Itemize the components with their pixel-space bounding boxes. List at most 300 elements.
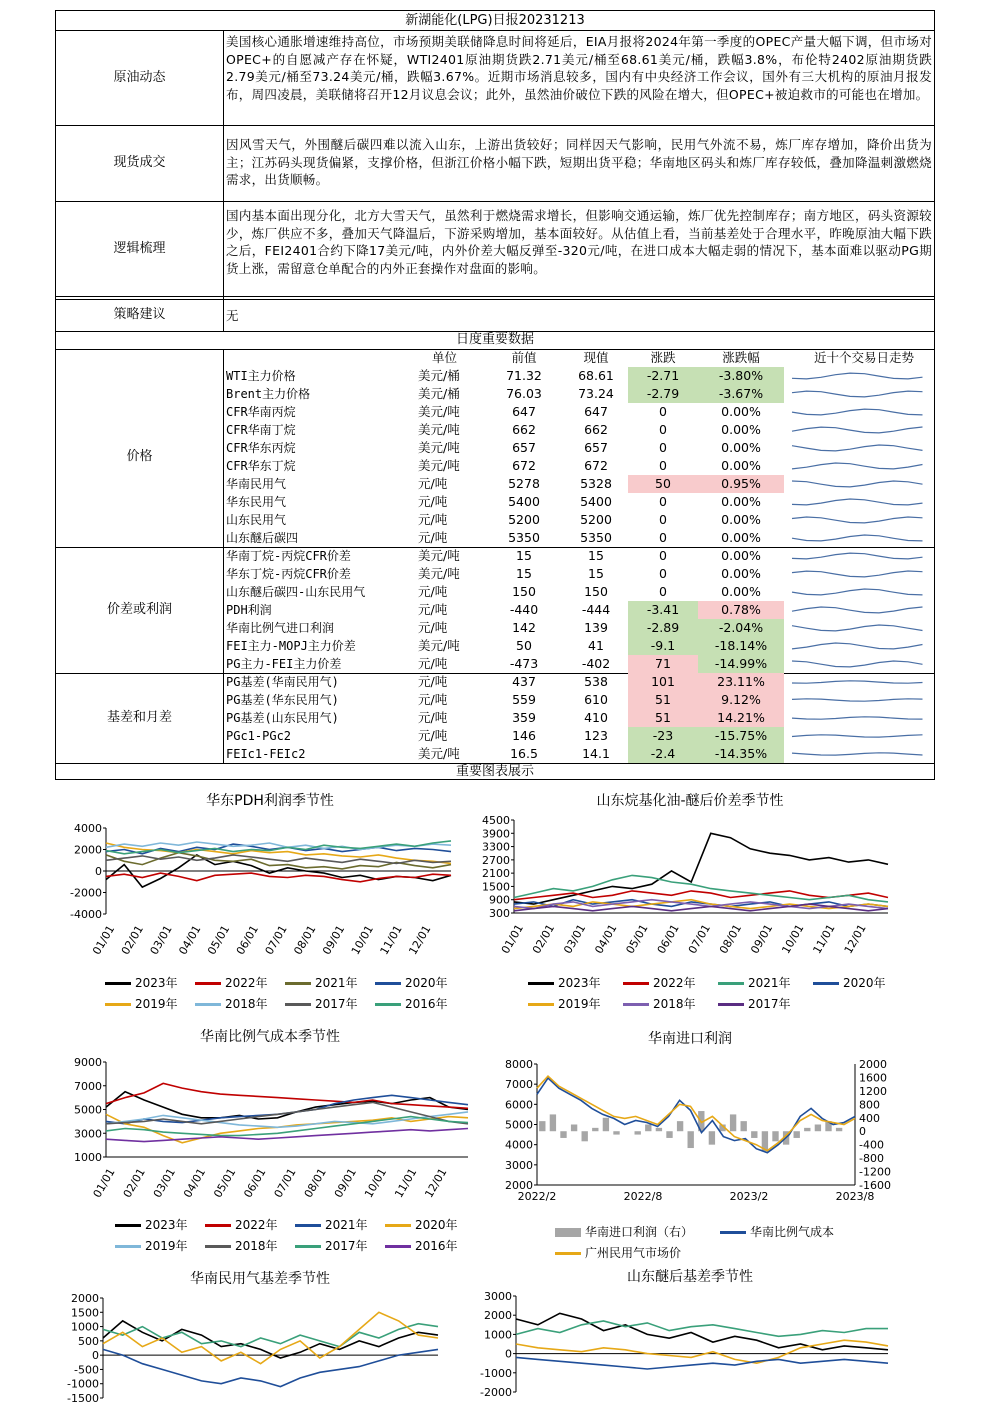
row-prev: 5200	[508, 512, 540, 527]
table-row	[56, 385, 934, 403]
x-tick-label: 04/01	[176, 923, 204, 957]
row-unit: 元/吨	[418, 710, 448, 725]
trend-sparkline	[788, 403, 928, 421]
legend-item	[295, 1237, 368, 1254]
legend-label: 2016年	[415, 1239, 458, 1253]
row-unit: 美元/吨	[418, 458, 460, 473]
legend-swatch	[205, 1245, 231, 1248]
legend-item	[295, 1216, 368, 1233]
row-prev: 15	[516, 566, 532, 581]
bar-mark	[794, 1131, 800, 1138]
legend-swatch	[115, 1224, 141, 1227]
y-tick-label: 3900	[482, 827, 510, 841]
legend-item	[115, 1216, 188, 1233]
table-row	[56, 403, 934, 421]
chart-title-pdh: 华东PDH利润季节性	[206, 793, 334, 809]
daily-header-row	[56, 349, 934, 367]
legend-swatch	[295, 1224, 321, 1227]
row-pct: 9.12%	[698, 691, 784, 709]
table-row	[56, 367, 934, 385]
x-tick-label: 08/01	[291, 923, 319, 957]
legend-item	[285, 974, 358, 991]
section-text-strategy: 无	[226, 308, 239, 323]
chart-title-alkylate: 山东烷基化油-醚后价差季节性	[596, 793, 784, 809]
header-chg: 涨跌	[650, 350, 676, 365]
legend-item	[375, 974, 448, 991]
bar-mark	[741, 1121, 747, 1131]
chart-import-profit	[485, 1052, 905, 1212]
trend-sparkline	[788, 691, 928, 709]
row-now: 657	[584, 440, 608, 455]
y-tick-label: 4500	[482, 814, 510, 827]
table-row	[56, 583, 934, 601]
row-chg: 0	[659, 494, 667, 509]
bar-mark	[751, 1131, 757, 1138]
legend-item	[528, 974, 601, 991]
table-row	[56, 421, 934, 439]
row-chg: 0	[659, 440, 667, 455]
y-tick-label: 0	[92, 1349, 99, 1363]
legend-item	[623, 974, 696, 991]
bar-mark	[635, 1131, 641, 1134]
row-pct: 0.00%	[721, 440, 761, 455]
group-label: 价格	[126, 449, 153, 464]
row-unit: 美元/桶	[418, 368, 460, 383]
row-unit: 元/吨	[418, 656, 448, 671]
row-chg: 101	[628, 673, 698, 691]
row-prev: 16.5	[510, 746, 538, 761]
row-now: 15	[588, 548, 604, 563]
row-name: Brent主力价格	[226, 387, 311, 401]
header-pct: 涨跌幅	[722, 350, 760, 365]
y-tick-label: 7000	[74, 1079, 102, 1093]
row-now: 150	[584, 584, 608, 599]
row-chg: -2.71	[628, 367, 698, 385]
trend-sparkline	[788, 709, 928, 727]
trend-sparkline	[788, 673, 928, 691]
legend-label: 2021年	[748, 976, 791, 990]
y-tick-label: 8000	[505, 1058, 533, 1071]
row-prev: 5278	[508, 476, 540, 491]
table-row	[56, 727, 934, 745]
legend-item	[105, 995, 178, 1012]
x-tick-label: 09/01	[320, 923, 348, 957]
x-tick-label: 2022/2	[517, 1190, 557, 1203]
legend-item	[720, 1223, 834, 1240]
y2-tick-label: 1600	[859, 1071, 887, 1085]
legend-label: 2023年	[558, 976, 601, 990]
row-pct: 14.21%	[698, 709, 784, 727]
x-tick-label: 05/01	[211, 1166, 239, 1200]
y2-tick-label: 800	[859, 1098, 880, 1112]
x-tick-label: 02/01	[530, 922, 558, 956]
trend-sparkline	[788, 583, 928, 601]
legend-swatch	[115, 1245, 141, 1248]
trend-sparkline	[788, 385, 928, 403]
y2-tick-label: -800	[859, 1152, 884, 1166]
bar-mark	[709, 1131, 715, 1144]
y2-tick-label: 0	[859, 1125, 866, 1139]
row-name: PG基差(华东民用气)	[226, 693, 339, 707]
trend-sparkline	[788, 439, 928, 457]
legend-swatch	[555, 1228, 581, 1237]
legend-swatch	[105, 1003, 131, 1006]
y-tick-label: 3000	[74, 1127, 102, 1141]
row-prev: 359	[512, 710, 536, 725]
row-name: PG基差(华南民用气)	[226, 675, 339, 689]
y-tick-label: 1000	[71, 1320, 99, 1334]
x-tick-label: 2023/2	[729, 1190, 769, 1203]
report-title: 新湖能化(LPG)日报20231213	[405, 13, 585, 28]
row-pct: 0.78%	[698, 601, 784, 619]
row-now: 14.1	[582, 746, 610, 761]
report-table	[55, 10, 935, 780]
table-row	[56, 709, 934, 727]
legend-label: 2023年	[135, 976, 178, 990]
row-now: 123	[584, 728, 608, 743]
y-tick-label: 5000	[74, 1103, 102, 1117]
bar-mark	[582, 1131, 588, 1141]
x-tick-label: 09/01	[748, 922, 776, 956]
y2-tick-label: 400	[859, 1111, 880, 1125]
legend-item	[205, 1216, 278, 1233]
bar-mark	[550, 1114, 556, 1131]
legend-label: 2016年	[405, 997, 448, 1011]
row-prev: 150	[512, 584, 536, 599]
x-tick-label: 10/01	[348, 923, 376, 957]
chart-title-south-basis: 华南民用气基差季节性	[190, 1271, 330, 1287]
y-tick-label: 300	[489, 907, 510, 920]
legend-label: 2019年	[145, 1239, 188, 1253]
row-pct: 0.00%	[721, 458, 761, 473]
y2-tick-label: -1600	[859, 1179, 891, 1192]
legend-swatch	[720, 1231, 746, 1234]
row-now: -402	[581, 656, 611, 671]
table-row	[56, 493, 934, 511]
legend-label: 2022年	[235, 1218, 278, 1232]
legend-item	[555, 1244, 681, 1261]
legend-label: 2022年	[653, 976, 696, 990]
row-unit: 元/吨	[418, 602, 448, 617]
row-name: 华东民用气	[226, 495, 287, 509]
row-prev: 559	[512, 692, 536, 707]
x-tick-label: 08/01	[301, 1166, 329, 1200]
row-prev: 672	[512, 458, 536, 473]
legend-pdh	[105, 974, 465, 1014]
legend-label: 2021年	[315, 976, 358, 990]
x-tick-label: 10/01	[362, 1166, 390, 1200]
legend-swatch	[623, 1003, 649, 1006]
section-text-crude: 美国核心通胀增速维持高位，市场预期美联储降息时间将延后，EIA月报将2024年第一季度的OPEC产量大幅下调，但市场对OPEC+的自愿减产存在怀疑，WTI2401原油期货跌2.71美元/桶至68.61美元/桶，跌幅3.8%，布伦特2402原油期货跌2.79美元/桶至73.24美元/桶，跌幅3.67%。近期市场消息较多，国内有中央经济工作会议，国外有三大机构的原油月报发布，周四凌晨，美联储将召开12月议息会议；此外，虽然油价破位下跌的风险在增大，但OPEC+被迫救市的可能也在增加。	[226, 34, 933, 102]
group-label: 基差和月差	[106, 710, 172, 725]
trend-sparkline	[788, 619, 928, 637]
table-row	[56, 601, 934, 619]
chart-pdh-profit	[60, 812, 460, 972]
bar-mark	[592, 1128, 598, 1131]
legend-label: 广州民用气市场价	[585, 1246, 682, 1260]
x-tick-label: 01/01	[498, 922, 526, 956]
row-unit: 元/吨	[418, 728, 448, 743]
row-prev: 146	[512, 728, 536, 743]
row-unit: 美元/吨	[418, 548, 460, 563]
trend-sparkline	[788, 547, 928, 565]
section-label-strategy: 策略建议	[113, 307, 166, 322]
row-name: CFR华南丁烷	[226, 423, 296, 437]
row-chg: 0	[659, 404, 667, 419]
trend-sparkline	[788, 475, 928, 493]
legend-item	[718, 995, 791, 1012]
y2-tick-label: 2000	[859, 1058, 887, 1071]
y-tick-label: 5000	[505, 1118, 533, 1132]
y-tick-label: 4000	[74, 822, 102, 835]
y-tick-label: 4000	[505, 1138, 533, 1152]
y-tick-label: -1000	[67, 1377, 99, 1391]
row-unit: 美元/吨	[418, 440, 460, 455]
section-label-crude: 原油动态	[113, 70, 166, 85]
chart-title-ratio-cost: 华南比例气成本季节性	[200, 1029, 340, 1045]
legend-item	[385, 1216, 458, 1233]
table-row	[56, 475, 934, 493]
legend-item	[528, 995, 601, 1012]
row-unit: 美元/吨	[418, 404, 460, 419]
table-row	[56, 619, 934, 637]
row-prev: 76.03	[506, 386, 542, 401]
row-chg: 0	[659, 422, 667, 437]
bar-mark	[730, 1114, 736, 1131]
row-pct: 0.00%	[721, 404, 761, 419]
row-unit: 元/吨	[418, 674, 448, 689]
trend-sparkline	[788, 727, 928, 745]
row-now: 5200	[580, 512, 612, 527]
row-pct: 0.00%	[721, 548, 761, 563]
legend-swatch	[718, 982, 744, 985]
series-line	[103, 1312, 438, 1363]
header-now: 现值	[583, 350, 609, 365]
x-tick-label: 05/01	[623, 922, 651, 956]
bar-mark	[539, 1121, 545, 1131]
legend-swatch	[195, 982, 221, 985]
trend-sparkline	[788, 601, 928, 619]
legend-swatch	[375, 1003, 401, 1006]
row-chg: -23	[628, 727, 698, 745]
bar-mark	[772, 1131, 778, 1141]
y-tick-label: 3000	[505, 1158, 533, 1172]
bar-mark	[815, 1125, 821, 1132]
y-tick-label: -2000	[70, 886, 102, 900]
legend-ratio-cost	[115, 1216, 475, 1256]
legend-swatch	[385, 1224, 411, 1227]
x-tick-label: 12/01	[841, 922, 869, 956]
row-pct: -18.14%	[698, 637, 784, 655]
x-tick-label: 05/01	[205, 923, 233, 957]
row-unit: 元/吨	[418, 530, 448, 545]
legend-label: 2019年	[135, 997, 178, 1011]
row-now: 73.24	[578, 386, 614, 401]
x-tick-label: 02/01	[120, 1166, 148, 1200]
row-now: 15	[588, 566, 604, 581]
chart-shandong-basis	[470, 1290, 900, 1403]
x-tick-label: 2023/8	[835, 1190, 875, 1203]
legend-label: 2018年	[235, 1239, 278, 1253]
x-tick-label: 06/01	[233, 923, 261, 957]
legend-item	[205, 1237, 278, 1254]
y-tick-label: 1500	[71, 1306, 99, 1320]
bar-mark	[677, 1121, 683, 1131]
table-row	[56, 529, 934, 547]
y-tick-label: 900	[489, 893, 510, 907]
legend-swatch	[528, 982, 554, 985]
legend-swatch	[375, 982, 401, 985]
y-tick-label: 3300	[482, 840, 510, 854]
legend-swatch	[813, 982, 839, 985]
row-chg: -9.1	[628, 637, 698, 655]
y-tick-label: 2000	[71, 1292, 99, 1305]
trend-sparkline	[788, 655, 928, 673]
y-tick-label: -1000	[480, 1366, 512, 1380]
y-tick-label: 1000	[74, 1151, 102, 1164]
table-row	[56, 691, 934, 709]
bar-mark	[603, 1118, 609, 1131]
row-now: 5350	[580, 530, 612, 545]
row-chg: 71	[628, 655, 698, 673]
row-chg: 50	[628, 475, 698, 493]
y-tick-label: 2000	[74, 843, 102, 857]
legend-label: 2018年	[653, 997, 696, 1011]
row-name: 华南丁烷-丙烷CFR价差	[226, 549, 351, 563]
trend-sparkline	[788, 421, 928, 439]
y-tick-label: 7000	[505, 1078, 533, 1092]
row-pct: 0.00%	[721, 530, 761, 545]
series-line	[514, 875, 888, 902]
row-chg: 51	[628, 691, 698, 709]
row-unit: 元/吨	[418, 692, 448, 707]
section-label-logic: 逻辑梳理	[113, 241, 166, 256]
row-now: 41	[588, 638, 604, 653]
table-row	[56, 565, 934, 583]
legend-label: 2017年	[315, 997, 358, 1011]
header-trend: 近十个交易日走势	[813, 350, 914, 365]
table-row	[56, 439, 934, 457]
y-tick-label: 2000	[505, 1179, 533, 1192]
series-line	[106, 1083, 468, 1108]
legend-label: 华南进口利润（右）	[585, 1225, 694, 1239]
row-now: 68.61	[578, 368, 614, 383]
x-tick-label: 01/01	[90, 1166, 118, 1200]
row-name: 华南民用气	[226, 477, 287, 491]
x-tick-label: 10/01	[779, 922, 807, 956]
legend-swatch	[718, 1003, 744, 1006]
legend-import-profit	[555, 1223, 885, 1263]
x-tick-label: 2022/8	[623, 1190, 663, 1203]
x-tick-label: 03/01	[150, 1166, 178, 1200]
legend-label: 2020年	[405, 976, 448, 990]
y2-tick-label: 1200	[859, 1084, 887, 1098]
row-pct: -3.80%	[698, 367, 784, 385]
x-tick-label: 04/01	[592, 922, 620, 956]
x-tick-label: 12/01	[406, 923, 434, 957]
y-tick-label: 2700	[482, 853, 510, 867]
row-chg: -2.79	[628, 385, 698, 403]
y-tick-label: 6000	[505, 1098, 533, 1112]
y-tick-label: 0	[95, 865, 102, 878]
row-unit: 美元/吨	[418, 746, 460, 761]
row-chg: -2.4	[628, 745, 698, 763]
row-now: 410	[584, 710, 608, 725]
x-tick-label: 04/01	[181, 1166, 209, 1200]
x-tick-label: 11/01	[392, 1166, 420, 1200]
legend-swatch	[105, 982, 131, 985]
table-row	[56, 655, 934, 673]
row-name: 山东民用气	[226, 513, 287, 527]
trend-sparkline	[788, 637, 928, 655]
row-prev: 71.32	[506, 368, 542, 383]
legend-swatch	[555, 1252, 581, 1255]
bar-mark	[645, 1125, 651, 1132]
legend-label: 2018年	[225, 997, 268, 1011]
chart-title-shandong-basis: 山东醚后基差季节性	[627, 1269, 753, 1285]
bar-mark	[836, 1128, 842, 1131]
row-prev: 15	[516, 548, 532, 563]
row-pct: 0.00%	[721, 584, 761, 599]
chart-ratio-cost	[60, 1050, 480, 1210]
row-now: 610	[584, 692, 608, 707]
legend-swatch	[385, 1245, 411, 1248]
row-unit: 美元/吨	[418, 422, 460, 437]
daily-title: 日度重要数据	[455, 332, 534, 347]
row-chg: 0	[659, 512, 667, 527]
row-prev: 5400	[508, 494, 540, 509]
x-tick-label: 11/01	[377, 923, 405, 957]
bar-mark	[656, 1128, 662, 1131]
legend-item	[718, 974, 791, 991]
trend-sparkline	[788, 565, 928, 583]
y-tick-label: 2100	[482, 867, 510, 881]
header-unit: 单位	[432, 350, 458, 365]
legend-label: 2017年	[325, 1239, 368, 1253]
row-name: PDH利润	[226, 603, 272, 617]
x-tick-label: 09/01	[331, 1166, 359, 1200]
y-tick-label: 2000	[484, 1309, 512, 1323]
row-chg: 0	[659, 584, 667, 599]
row-name: 华南比例气进口利润	[226, 621, 335, 635]
legend-swatch	[285, 982, 311, 985]
legend-item	[555, 1223, 693, 1240]
x-tick-label: 06/01	[654, 922, 682, 956]
table-row	[56, 457, 934, 475]
row-chg: 0	[659, 458, 667, 473]
trend-sparkline	[788, 493, 928, 511]
legend-label: 2021年	[325, 1218, 368, 1232]
table-row	[56, 547, 934, 565]
row-name: CFR华东丙烷	[226, 441, 296, 455]
legend-swatch	[285, 1003, 311, 1006]
row-pct: 0.00%	[721, 566, 761, 581]
legend-swatch	[528, 1003, 554, 1006]
section-text-spot: 因风雪天气，外围醚后碳四难以流入山东，上游出货较好；同样因天气影响，民用气外流不易，炼厂库存增加，降价出货为主；江苏码头现货偏紧，支撑价格，但浙江价格小幅下跌，短期出货平稳；华南地区码头和炼厂库存较低，叠加降温刺激燃烧需求，出货顺畅。	[226, 137, 932, 187]
x-tick-label: 02/01	[118, 923, 146, 957]
legend-swatch	[205, 1224, 231, 1227]
row-now: 672	[584, 458, 608, 473]
row-pct: -14.99%	[698, 655, 784, 673]
row-chg: 0	[659, 530, 667, 545]
legend-label: 2020年	[843, 976, 886, 990]
row-chg: -3.41	[628, 601, 698, 619]
row-pct: 23.11%	[698, 673, 784, 691]
legend-item	[623, 995, 696, 1012]
row-name: FEIc1-FEIc2	[226, 747, 306, 761]
table-row	[56, 637, 934, 655]
row-name: 山东醚后碳四-山东民用气	[226, 585, 366, 599]
